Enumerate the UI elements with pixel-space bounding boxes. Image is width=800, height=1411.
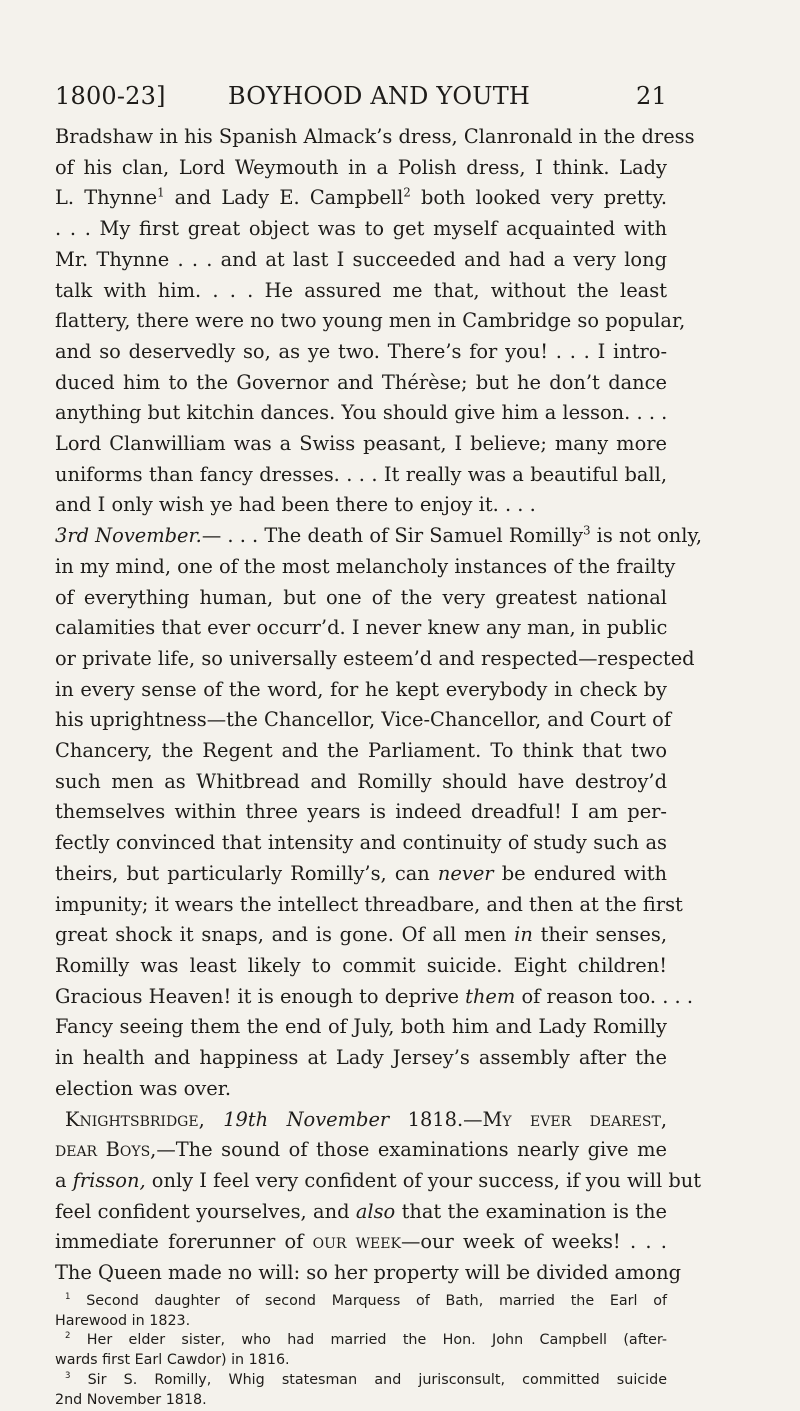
running-header (55, 72, 667, 112)
text-line: talk with him. . . . He assured me that, without the least (55, 278, 667, 302)
header-date-range: 1800-23] (55, 82, 166, 110)
footnote-ref: 2 (403, 185, 411, 200)
text-line: duced him to the Governor and Thérèse; but he don’t dance (55, 370, 667, 394)
text-line: Gracious Heaven! it is enough to deprive them of reason too. . . . (55, 984, 694, 1008)
text-line: or private life, so universally esteem’d and respected—respected (55, 646, 695, 670)
text-line: Bradshaw in his Spanish Almack’s dress, Clanronald in the dress (55, 125, 695, 148)
text-line: Romilly was least likely to commit suicide. Eight children! (55, 953, 667, 977)
text-line: The Queen made no will: so her property will be divided among (55, 1261, 682, 1285)
footnote-1-cont: Harewood in 1823. (55, 1312, 191, 1329)
text-line: Fancy seeing them the end of July, both him and Lady Romilly (55, 1015, 667, 1039)
text-line: Chancery, the Regent and the Parliament. To think that two (55, 739, 667, 763)
text-line: Mr. Thynne . . . and at last I succeeded and had a very long (55, 247, 667, 271)
text-line: immediate forerunner of our week—our week of weeks! . . . (55, 1230, 667, 1254)
text-line: great shock it snaps, and is gone. Of all men in their senses, (55, 923, 667, 947)
text-line: his uprightness—the Chancellor, Vice-Chancellor, and Court of (55, 708, 672, 732)
text-line: in every sense of the word, for he kept everybody in check by (55, 677, 667, 701)
text-line: . . . My first great object was to get myself acquainted with (55, 217, 667, 241)
text-line: anything but kitchin dances. You should give him a lesson. . . . (55, 401, 668, 425)
letter-heading-line: Knightsbridge, 19th November 1818.—My ever dearest, (65, 1107, 667, 1131)
text-line: Lord Clanwilliam was a Swiss peasant, I believe; many more (55, 432, 667, 456)
text-line: 3rd November.— . . . The death of Sir Samuel Romilly$^3$ is not only, (55, 523, 702, 548)
text-line: of everything human, but one of the very greatest national (55, 585, 667, 609)
header-title: BOYHOOD AND YOUTH (228, 82, 531, 110)
text-line: and I only wish ye had been there to enjoy it. . . . (55, 493, 536, 517)
footnotes (55, 1292, 667, 1411)
body-text (55, 122, 702, 1289)
footnote-3: $^3$ Sir S. Romilly, Whig statesman and jurisconsult, committed suicide (65, 1371, 667, 1388)
text-line: L. Thynne$^1$ and Lady E. Campbell$^2$ both looked very pretty. (55, 185, 667, 210)
text-line: flattery, there were no two young men in Cambridge so popular, (55, 309, 686, 333)
text-line: such men as Whitbread and Romilly should have destroy’d (55, 769, 667, 793)
footnote-3-cont: 2nd November 1818. (55, 1391, 207, 1408)
text-line: election was over. (55, 1076, 232, 1100)
text-line: and so deservedly so, as ye two. There’s for you! . . . I intro- (55, 339, 667, 363)
text-line: impunity; it wears the intellect threadbare, and then at the first (55, 892, 683, 916)
text-line: themselves within three years is indeed dreadful! I am per- (55, 800, 667, 824)
text-line: dear Boys,—The sound of those examinations nearly give me (55, 1138, 667, 1162)
footnote-ref: 3 (583, 523, 591, 538)
text-line: a frisson, only I feel very confident of your success, if you will but (55, 1168, 702, 1192)
footnote-ref: 1 (157, 185, 165, 200)
footnote-2: $^2$ Her elder sister, who had married the Hon. John Campbell (after- (65, 1331, 667, 1349)
book-page (55, 72, 702, 1411)
text-line: fectly convinced that intensity and continuity of study such as (55, 831, 667, 855)
text-line: of his clan, Lord Weymouth in a Polish dress, I think. Lady (55, 155, 667, 179)
text-line: uniforms than fancy dresses. . . . It really was a beautiful ball, (55, 462, 667, 486)
text-line: in health and happiness at Lady Jersey’s assembly after the (55, 1046, 667, 1070)
text-line: feel confident yourselves, and also that the examination is the (55, 1199, 667, 1223)
text-line: theirs, but particularly Romilly’s, can never be endured with (55, 861, 667, 885)
page-number: 21 (636, 82, 667, 110)
footnote-1: $^1$ Second daughter of second Marquess of Bath, married the Earl of (65, 1291, 668, 1309)
text-line: in my mind, one of the most melancholy instances of the frailty (55, 554, 676, 578)
text-line: calamities that ever occurr’d. I never knew any man, in public (55, 616, 668, 640)
footnote-2-cont: wards first Earl Cawdor) in 1816. (55, 1352, 290, 1369)
